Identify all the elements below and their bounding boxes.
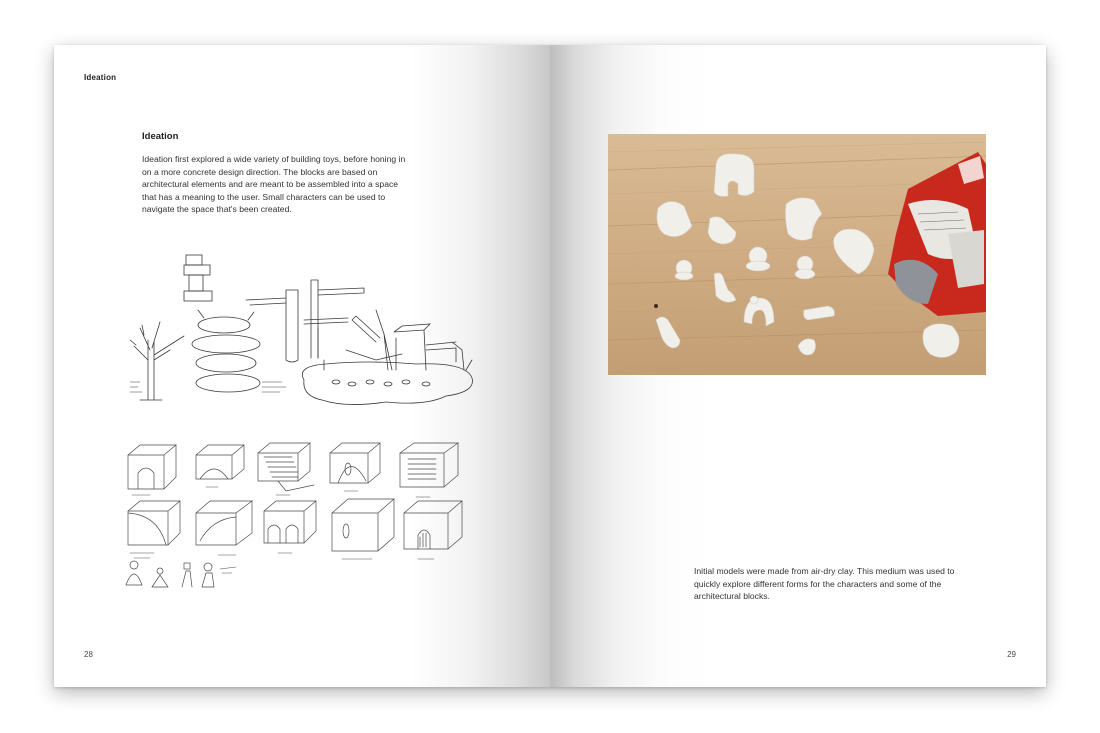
section-title: Ideation	[142, 131, 179, 142]
clay-models-photo	[608, 134, 986, 375]
book-spread	[54, 45, 1046, 687]
left-page	[54, 45, 550, 687]
page-number-right: 29	[1007, 650, 1016, 659]
page-number-left: 28	[84, 650, 93, 659]
photo-caption: Initial models were made from air-dry clay. This medium was used to quickly explore different forms for the characters and some of the architectural blocks.	[694, 566, 955, 602]
sketch-building-toys	[126, 250, 478, 420]
sketch-architectural-blocks	[124, 437, 476, 597]
running-head: Ideation	[84, 73, 117, 82]
body-paragraph: Ideation first explored a wide variety of building toys, before honing in on a more concrete design direction. The blocks are based on architectural elements and are meant to be assembled into a space that has a meaning to the user. Small characters can be used to navigate the space that's been created.	[142, 154, 406, 215]
right-page	[550, 45, 1046, 687]
